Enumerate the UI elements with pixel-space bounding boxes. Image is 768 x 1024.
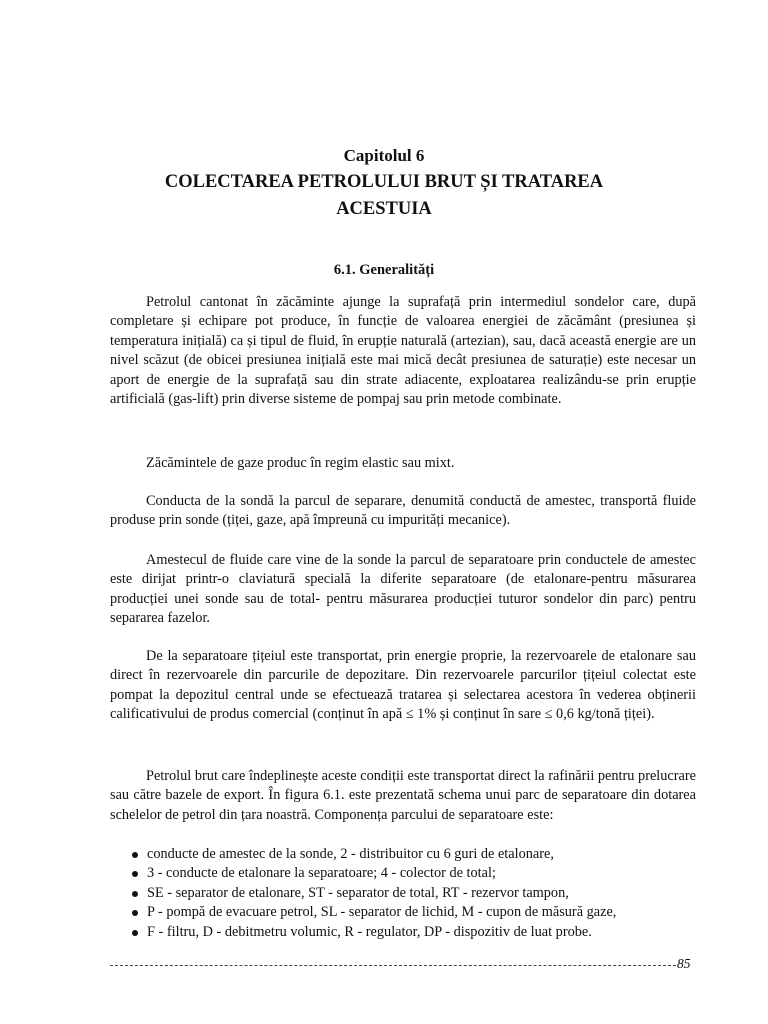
paragraph-2: Zăcămintele de gaze produc în regim elastic sau mixt. <box>146 455 455 471</box>
paragraph-5: De la separatoare țițeiul este transportat, prin energie proprie, la rezervoarele de etalonare sau direct în rezervoarele din parcurile de depozitare. Din rezervoarele parcurilor țițeiul colectat este pompat la depozitul central unde se efectuează tratarea și selectarea acestora în vederea obținerii calificativului de produs comercial (conținut în apă ≤ 1% și conținut în sare ≤ 0,6 kg/tonă țiței). <box>110 648 696 723</box>
list-item-text: P - pompă de evacuare petrol, SL - separator de lichid, M - cupon de măsură gaze, <box>147 904 617 921</box>
bullet-icon <box>132 910 138 916</box>
paragraph-6: Petrolul brut care îndeplinește aceste condiții este transportat direct la rafinării pentru prelucrare sau către bazele de export. În figura 6.1. este prezentată schema unui parc de separatoare din dotarea schelelor de petrol din țara noastră. Componența parcului de separatoare este: <box>110 768 696 823</box>
list-item <box>130 884 696 903</box>
bullet-icon <box>132 930 138 936</box>
paragraph-1: Petrolul cantonat în zăcăminte ajunge la suprafață prin intermediul sondelor care, după completare și echipare pot produce, în funcție de valoarea energiei de zăcământ (presiunea și temperatura inițială) ca și tipul de fluid, în erupție naturală (artezian), sau, dacă această energie are un nivel scăzut (de obicei presiunea inițială este mai mică decât presiunea de saturație) este necesar un aport de energie de la suprafață sau din strate adiacente, exploatarea realizându-se prin erupție artificială (gas-lift) prin diverse sisteme de pompaj sau prin metode combinate. <box>110 294 696 408</box>
component-list <box>130 845 696 942</box>
list-item-text: 3 - conducte de etalonare la separatoare; 4 - colector de total; <box>147 865 496 882</box>
chapter-title: COLECTAREA PETROLULUI BRUT ȘI TRATAREA ACESTUIA <box>164 172 604 219</box>
list-item <box>130 864 696 883</box>
chapter-label: Capitolul 6 <box>343 146 425 165</box>
list-item-text: F - filtru, D - debitmetru volumic, R - regulator, DP - dispozitiv de luat probe. <box>147 923 592 940</box>
page-number: 85 <box>677 956 691 971</box>
list-item <box>130 923 696 942</box>
bullet-icon <box>132 852 138 858</box>
paragraph-4: Amestecul de fluide care vine de la sonde la parcul de separatoare prin conductele de amestec este dirijat printr-o claviatură specială la diferite separatoare (de etalonare-pentru măsurarea producției unei sonde sau de total- pentru măsurarea producției tuturor sondelor din parc) pentru separarea fazelor. <box>110 552 696 627</box>
list-item <box>130 845 696 864</box>
bullet-icon <box>132 891 138 897</box>
paragraph-3: Conducta de la sondă la parcul de separare, denumită conductă de amestec, transportă fluide produse prin sonde (țiței, gaze, apă împreună cu impurități mecanice). <box>110 493 696 529</box>
list-item <box>130 903 696 922</box>
section-title: 6.1. Generalități <box>333 262 435 278</box>
footer-divider <box>110 965 676 966</box>
list-item-text: conducte de amestec de la sonde, 2 - distribuitor cu 6 guri de etalonare, <box>147 846 554 862</box>
bullet-icon <box>132 871 138 877</box>
list-item-text: SE - separator de etalonare, ST - separator de total, RT - rezervor tampon, <box>147 884 569 901</box>
